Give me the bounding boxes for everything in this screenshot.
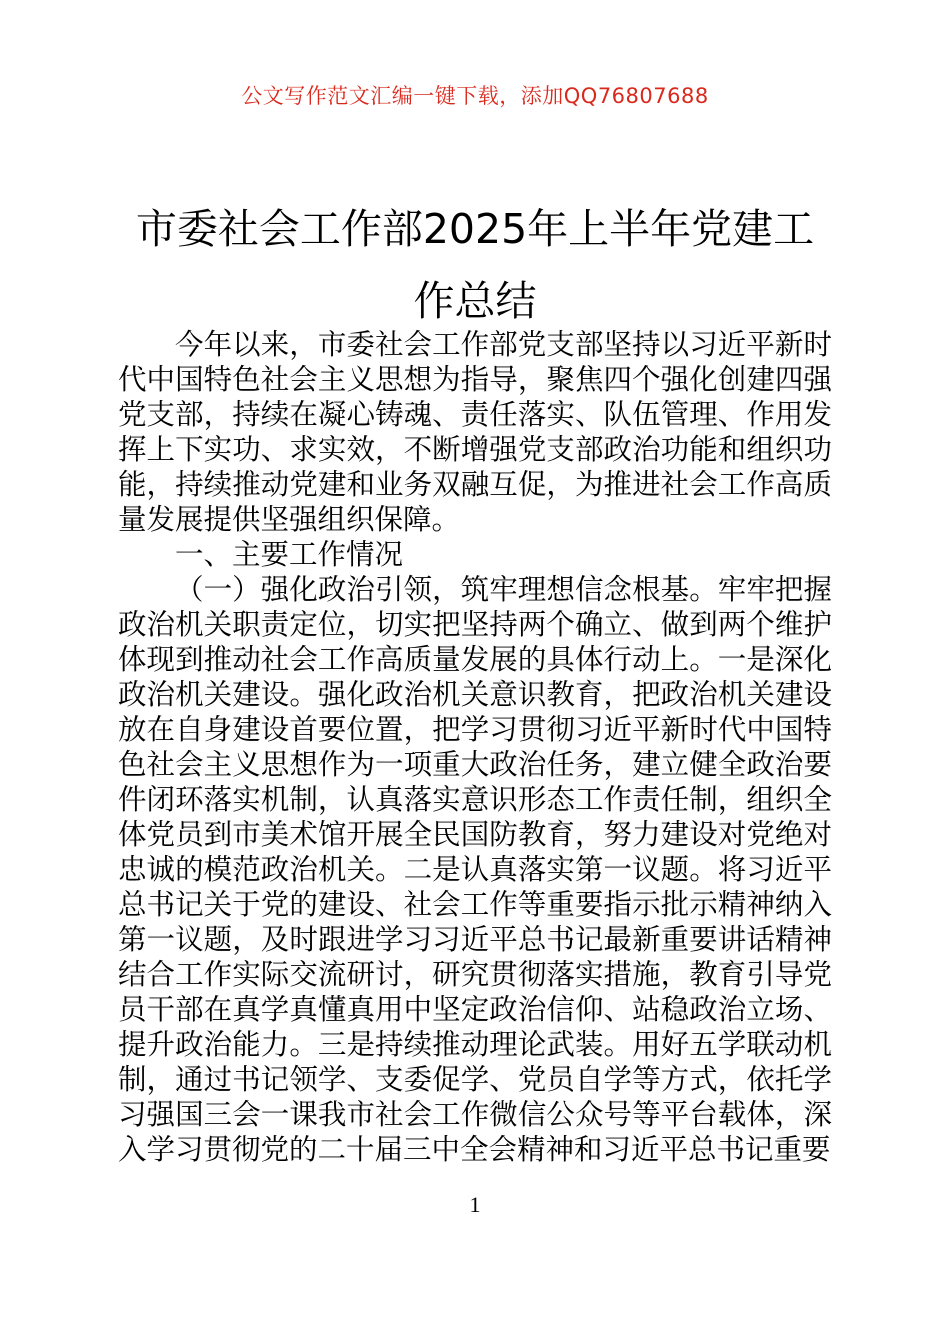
subsection-one-body: （一）强化政治引领，筑牢理想信念根基。牢牢把握政治机关职责定位，切实把坚持两个确立、做到两个维护体现到推动社会工作高质量发展的具体行动上。一是深化政治机关建设。强化政治机关意识教育，把政治机关建设放在自身建设首要位置，把学习贯彻习近平新时代中国特色社会主义思想作为一项重大政治任务，建立健全政治要件闭环落实机制，认真落实意识形态工作责任制，组织全体党员到市美术馆开展全民国防教育，努力建设对党绝对忠诚的模范政治机关。二是认真落实第一议题。将习近平总书记关于党的建设、社会工作等重要指示批示精神纳入第一议题，及时跟进学习习近平总书记最新重要讲话精神结合工作实际交流研讨，研究贯彻落实措施，教育引导党员干部在真学真懂真用中坚定政治信仰、站稳政治立场、提升政治能力。三是持续推动理论武装。用好五学联动机制，通过书记领学、支委促学、党员自学等方式，依托学习强国三会一课我市社会工作微信公众号等平台载体，深入学习贯彻党的二十届三中全会精神和习近平总书记重要 xyxy=(118,573,832,1166)
body-paragraph-intro: 今年以来，市委社会工作部党支部坚持以习近平新时代中国特色社会主义思想为指导，聚焦四个强化创建四强党支部，持续在凝心铸魂、责任落实、队伍管理、作用发挥上下实功、求实效，不断增强党支部政治功能和组织功能，持续推动党建和业务双融互促，为推进社会工作高质量发展提供坚强组织保障。 xyxy=(118,328,832,536)
promo-header-banner: 公文写作范文汇编一键下载，添加QQ76807688 xyxy=(241,84,709,108)
page-title: 市委社会工作部2025年上半年党建工作总结 xyxy=(135,205,815,326)
document-body xyxy=(118,327,832,1167)
section-heading-one: 一、主要工作情况 xyxy=(175,538,404,571)
page-number-footer: 1 xyxy=(469,1192,481,1217)
